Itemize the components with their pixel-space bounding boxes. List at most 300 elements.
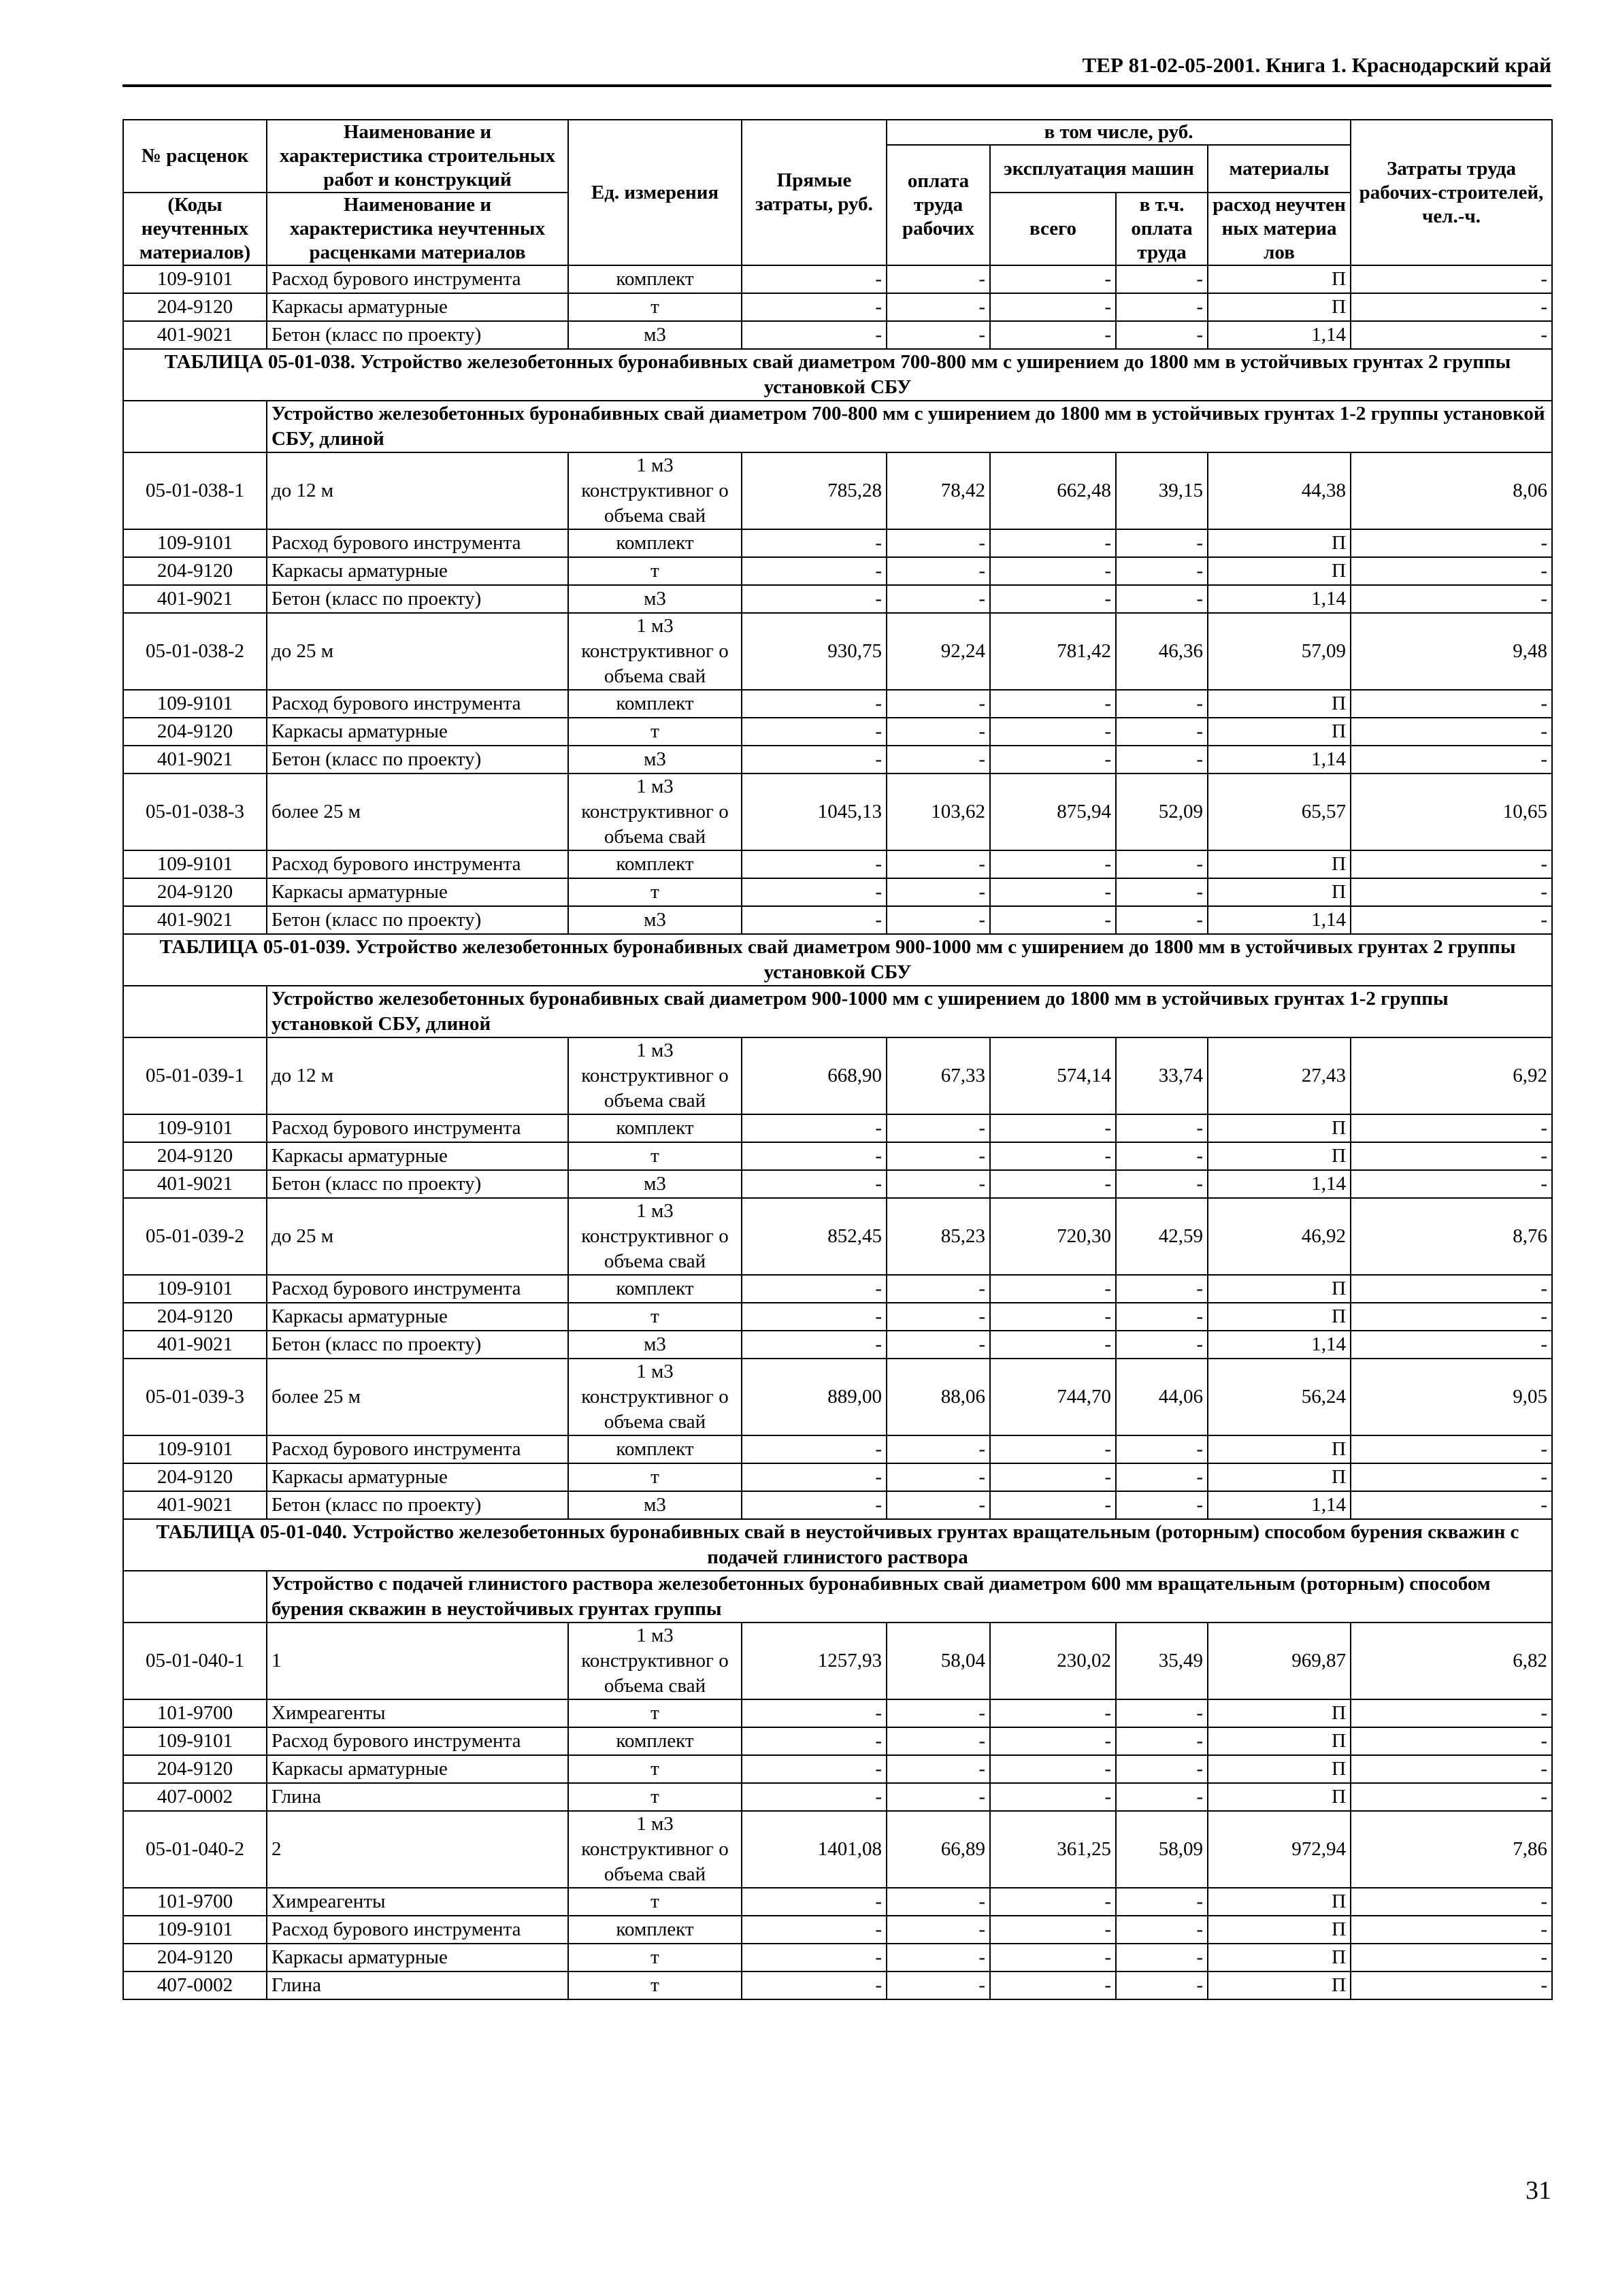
direct-cost-cell: - [742,293,887,321]
rate-row [123,1623,1552,1699]
machines-pay: 52,09 [1116,773,1208,850]
labor-cost: 10,65 [1351,773,1552,850]
machines-pay: 58,09 [1116,1811,1208,1888]
material-code: 401-9021 [123,1170,267,1198]
col-machines-total: всего [990,193,1116,265]
col-labor-pay: оплата труда рабочих [887,145,990,265]
material-code: 109-9101 [123,529,267,557]
rate-unit: 1 м3 конструктивног о объема свай [568,1037,742,1114]
material-unit: комплект [568,265,742,293]
labor-cost-cell: - [1351,850,1552,878]
labor-pay: 103,62 [887,773,990,850]
labor-pay-cell: - [887,850,990,878]
machines-total-cell: - [990,1491,1116,1519]
materials-cell: П [1208,1971,1351,1999]
labor-pay-cell: - [887,1275,990,1303]
direct-cost-cell: - [742,878,887,906]
table-title-row [123,349,1552,401]
material-unit: т [568,293,742,321]
labor-pay-cell: - [887,878,990,906]
machines-total-cell: - [990,1331,1116,1359]
labor-pay-cell: - [887,1783,990,1811]
material-row [123,1944,1552,1971]
machines-total-cell: - [990,1142,1116,1170]
material-name: Бетон (класс по проекту) [267,321,568,349]
labor-pay-cell: - [887,1435,990,1463]
col-labor-cost: Затраты труда рабочих-строителей, чел.-ч. [1351,120,1552,265]
material-code: 401-9021 [123,906,267,934]
machines-pay-cell: - [1116,1783,1208,1811]
direct-cost-cell: - [742,321,887,349]
machines-total-cell: - [990,1888,1116,1916]
labor-cost-cell: - [1351,1331,1552,1359]
material-name: Химреагенты [267,1699,568,1727]
materials-cell: П [1208,718,1351,746]
labor-cost-cell: - [1351,265,1552,293]
material-name: Бетон (класс по проекту) [267,906,568,934]
direct-cost-cell: - [742,1944,887,1971]
rate-name: до 25 м [267,1198,568,1275]
material-name: Расход бурового инструмента [267,850,568,878]
table-label: ТАБЛИЦА 05-01-038. [164,351,356,373]
direct-cost: 785,28 [742,452,887,529]
labor-cost-cell: - [1351,1142,1552,1170]
machines-pay-cell: - [1116,321,1208,349]
material-code: 109-9101 [123,1435,267,1463]
direct-cost-cell: - [742,1971,887,1999]
rate-code: 05-01-039-2 [123,1198,267,1275]
material-row [123,850,1552,878]
machines-pay-cell: - [1116,529,1208,557]
material-name: Расход бурового инструмента [267,1727,568,1755]
labor-cost-cell: - [1351,1944,1552,1971]
material-name: Расход бурового инструмента [267,690,568,718]
labor-pay: 66,89 [887,1811,990,1888]
table-title-text: Устройство железобетонных буронабивных свай диаметром 700-800 мм с уширением до 1800 мм в устойчивых грунтах 2 группы установкой СБУ [360,351,1511,398]
machines-total-cell: - [990,1727,1116,1755]
rate-row [123,1198,1552,1275]
machines-pay-cell: - [1116,585,1208,613]
direct-cost: 852,45 [742,1198,887,1275]
labor-cost-cell: - [1351,1435,1552,1463]
labor-cost-cell: - [1351,1303,1552,1331]
material-name: Расход бурового инструмента [267,265,568,293]
labor-pay-cell: - [887,1699,990,1727]
labor-cost-cell: - [1351,906,1552,934]
labor-cost-cell: - [1351,746,1552,773]
col-machines-pay: в т.ч. оплата труда [1116,193,1208,265]
machines-pay-cell: - [1116,1944,1208,1971]
material-unit: т [568,1142,742,1170]
labor-cost: 9,48 [1351,613,1552,690]
rate-unit: 1 м3 конструктивног о объема свай [568,773,742,850]
material-unit: комплект [568,1275,742,1303]
rate-unit: 1 м3 конструктивног о объема свай [568,1198,742,1275]
machines-pay-cell: - [1116,850,1208,878]
rate-name: до 12 м [267,452,568,529]
material-code: 204-9120 [123,1142,267,1170]
material-unit: комплект [568,1727,742,1755]
machines-pay-cell: - [1116,293,1208,321]
material-code: 101-9700 [123,1699,267,1727]
material-code: 407-0002 [123,1971,267,1999]
rate-row [123,773,1552,850]
direct-cost-cell: - [742,718,887,746]
direct-cost-cell: - [742,1114,887,1142]
machines-total-cell: - [990,529,1116,557]
machines-pay-cell: - [1116,265,1208,293]
material-name: Каркасы арматурные [267,1463,568,1491]
material-unit: комплект [568,1916,742,1944]
machines-pay: 42,59 [1116,1198,1208,1275]
machines-total-cell: - [990,1699,1116,1727]
materials-cell: П [1208,265,1351,293]
materials-cell: П [1208,690,1351,718]
material-code: 109-9101 [123,265,267,293]
material-code: 109-9101 [123,850,267,878]
header-row-1 [123,120,1552,145]
machines-total-cell: - [990,718,1116,746]
group-row [123,401,1552,452]
material-name: Расход бурового инструмента [267,1114,568,1142]
group-name: Устройство железобетонных буронабивных свай диаметром 700-800 мм с уширением до 1800 мм в устойчивых грунтах 1-2 группы установкой СБУ, длиной [267,401,1552,452]
machines-total-cell: - [990,1114,1116,1142]
rate-row [123,1359,1552,1435]
material-row [123,1888,1552,1916]
table-title-text: Устройство железобетонных буронабивных свай в неустойчивых грунтах вращательным (роторным) способом бурения скважин с подачей глинистого раствора [352,1521,1519,1568]
direct-cost-cell: - [742,1727,887,1755]
labor-pay-cell: - [887,906,990,934]
rate-name: более 25 м [267,773,568,850]
material-unit: м3 [568,321,742,349]
rate-unit: 1 м3 конструктивног о объема свай [568,452,742,529]
rate-unit: 1 м3 конструктивног о объема свай [568,1359,742,1435]
page-header: ТЕР 81-02-05-2001. Книга 1. Краснодарский край [1082,53,1551,77]
col-unit: Ед. измерения [568,120,742,265]
labor-cost: 6,92 [1351,1037,1552,1114]
direct-cost-cell: - [742,1463,887,1491]
material-name: Каркасы арматурные [267,718,568,746]
col-code-top: № расценок [123,120,267,193]
material-unit: т [568,1944,742,1971]
material-unit: т [568,1303,742,1331]
material-name: Глина [267,1971,568,1999]
labor-pay-cell: - [887,1727,990,1755]
labor-pay-cell: - [887,293,990,321]
material-row [123,1170,1552,1198]
header-rule [122,84,1551,87]
direct-cost-cell: - [742,1331,887,1359]
material-name: Бетон (класс по проекту) [267,1331,568,1359]
direct-cost-cell: - [742,1491,887,1519]
machines-pay-cell: - [1116,1331,1208,1359]
rate-row [123,452,1552,529]
direct-cost-cell: - [742,585,887,613]
material-name: Бетон (класс по проекту) [267,585,568,613]
labor-pay-cell: - [887,1944,990,1971]
labor-pay: 92,24 [887,613,990,690]
labor-cost-cell: - [1351,293,1552,321]
materials: 972,94 [1208,1811,1351,1888]
material-code: 109-9101 [123,690,267,718]
material-row [123,1783,1552,1811]
machines-total: 574,14 [990,1037,1116,1114]
machines-total-cell: - [990,293,1116,321]
material-code: 204-9120 [123,1463,267,1491]
materials-cell: 1,14 [1208,321,1351,349]
rate-unit: 1 м3 конструктивног о объема свай [568,1811,742,1888]
labor-cost-cell: - [1351,1463,1552,1491]
material-row [123,1331,1552,1359]
materials-cell: П [1208,1275,1351,1303]
labor-pay: 85,23 [887,1198,990,1275]
materials-cell: П [1208,1783,1351,1811]
material-row [123,1971,1552,1999]
direct-cost-cell: - [742,1170,887,1198]
material-unit: т [568,718,742,746]
material-unit: м3 [568,1331,742,1359]
labor-pay-cell: - [887,1755,990,1783]
machines-pay-cell: - [1116,1491,1208,1519]
machines-total-cell: - [990,1435,1116,1463]
material-unit: т [568,1755,742,1783]
labor-pay-cell: - [887,1331,990,1359]
table-title-text: Устройство железобетонных буронабивных свай диаметром 900-1000 мм с уширением до 1800 мм в устойчивых грунтах 2 группы установкой СБУ [355,936,1516,983]
materials-cell: 1,14 [1208,746,1351,773]
direct-cost: 1401,08 [742,1811,887,1888]
material-unit: т [568,1783,742,1811]
machines-total-cell: - [990,1916,1116,1944]
direct-cost-cell: - [742,850,887,878]
col-materials-unaccounted: расход неучтен ных материа лов [1208,193,1351,265]
materials-cell: П [1208,1142,1351,1170]
materials-cell: П [1208,557,1351,585]
material-code: 204-9120 [123,1755,267,1783]
table-title [123,1519,1552,1571]
material-unit: т [568,1971,742,1999]
col-materials: материалы [1208,145,1351,193]
group-code-empty [123,986,267,1037]
page-number: 31 [1526,2176,1551,2205]
labor-cost: 9,05 [1351,1359,1552,1435]
labor-pay-cell: - [887,529,990,557]
machines-total-cell: - [990,1783,1116,1811]
labor-cost-cell: - [1351,1114,1552,1142]
labor-cost: 7,86 [1351,1811,1552,1888]
labor-pay-cell: - [887,1142,990,1170]
direct-cost: 668,90 [742,1037,887,1114]
machines-pay-cell: - [1116,1888,1208,1916]
labor-pay-cell: - [887,746,990,773]
labor-cost-cell: - [1351,1491,1552,1519]
labor-cost-cell: - [1351,1916,1552,1944]
machines-pay-cell: - [1116,1727,1208,1755]
direct-cost-cell: - [742,690,887,718]
machines-total-cell: - [990,1755,1116,1783]
material-row [123,1114,1552,1142]
material-row [123,1463,1552,1491]
machines-total-cell: - [990,1971,1116,1999]
machines-pay: 35,49 [1116,1623,1208,1699]
rates-table-body [123,265,1552,1999]
material-unit: т [568,1463,742,1491]
labor-pay-cell: - [887,265,990,293]
material-row [123,746,1552,773]
material-row [123,585,1552,613]
materials-cell: П [1208,1463,1351,1491]
rate-code: 05-01-040-2 [123,1811,267,1888]
material-unit: м3 [568,585,742,613]
material-unit: комплект [568,690,742,718]
materials: 65,57 [1208,773,1351,850]
col-name-bottom: Наименование и характеристика неучтенных расценками материалов [267,193,568,265]
machines-pay-cell: - [1116,1275,1208,1303]
rate-row [123,613,1552,690]
machines-pay-cell: - [1116,878,1208,906]
material-code: 109-9101 [123,1916,267,1944]
labor-pay-cell: - [887,690,990,718]
machines-total: 744,70 [990,1359,1116,1435]
materials-cell: П [1208,1944,1351,1971]
rate-unit: 1 м3 конструктивног о объема свай [568,1623,742,1699]
materials-cell: П [1208,1435,1351,1463]
material-row [123,1435,1552,1463]
material-row [123,1142,1552,1170]
material-code: 401-9021 [123,746,267,773]
labor-cost-cell: - [1351,1275,1552,1303]
material-code: 109-9101 [123,1727,267,1755]
material-row [123,293,1552,321]
group-name: Устройство железобетонных буронабивных свай диаметром 900-1000 мм с уширением до 1800 мм в устойчивых грунтах 1-2 группы установкой СБУ, длиной [267,986,1552,1037]
rate-name: до 12 м [267,1037,568,1114]
material-name: Бетон (класс по проекту) [267,746,568,773]
table-label: ТАБЛИЦА 05-01-039. [159,936,350,958]
material-name: Каркасы арматурные [267,1142,568,1170]
direct-cost-cell: - [742,1275,887,1303]
material-name: Расход бурового инструмента [267,1916,568,1944]
material-name: Каркасы арматурные [267,1303,568,1331]
labor-pay-cell: - [887,718,990,746]
rate-code: 05-01-038-2 [123,613,267,690]
material-code: 204-9120 [123,557,267,585]
table-title [123,349,1552,401]
labor-cost-cell: - [1351,321,1552,349]
material-code: 204-9120 [123,1944,267,1971]
labor-cost: 6,82 [1351,1623,1552,1699]
machines-total-cell: - [990,878,1116,906]
material-row [123,265,1552,293]
material-row [123,878,1552,906]
machines-pay-cell: - [1116,1142,1208,1170]
material-name: Бетон (класс по проекту) [267,1491,568,1519]
group-row [123,1571,1552,1623]
materials-cell: П [1208,850,1351,878]
machines-pay-cell: - [1116,1463,1208,1491]
materials-cell: П [1208,1727,1351,1755]
material-row [123,1916,1552,1944]
labor-pay-cell: - [887,1170,990,1198]
material-name: Бетон (класс по проекту) [267,1170,568,1198]
machines-pay: 39,15 [1116,452,1208,529]
material-code: 101-9700 [123,1888,267,1916]
machines-total-cell: - [990,1944,1116,1971]
material-name: Каркасы арматурные [267,1944,568,1971]
labor-cost-cell: - [1351,1170,1552,1198]
material-unit: комплект [568,1435,742,1463]
material-row [123,1699,1552,1727]
material-name: Расход бурового инструмента [267,529,568,557]
material-name: Каркасы арматурные [267,293,568,321]
materials: 56,24 [1208,1359,1351,1435]
machines-total-cell: - [990,746,1116,773]
machines-total: 662,48 [990,452,1116,529]
direct-cost: 889,00 [742,1359,887,1435]
material-unit: комплект [568,1114,742,1142]
machines-total-cell: - [990,906,1116,934]
material-name: Каркасы арматурные [267,878,568,906]
machines-pay-cell: - [1116,557,1208,585]
labor-cost-cell: - [1351,557,1552,585]
material-row [123,1303,1552,1331]
rate-row [123,1037,1552,1114]
materials-cell: 1,14 [1208,585,1351,613]
labor-cost-cell: - [1351,1755,1552,1783]
col-code-bottom: (Коды неучтенных материалов) [123,193,267,265]
labor-cost-cell: - [1351,1699,1552,1727]
labor-pay: 58,04 [887,1623,990,1699]
rate-name: до 25 м [267,613,568,690]
material-code: 401-9021 [123,585,267,613]
machines-total: 230,02 [990,1623,1116,1699]
machines-total-cell: - [990,1170,1116,1198]
materials: 57,09 [1208,613,1351,690]
machines-pay: 44,06 [1116,1359,1208,1435]
material-code: 109-9101 [123,1275,267,1303]
material-name: Расход бурового инструмента [267,1275,568,1303]
material-code: 109-9101 [123,1114,267,1142]
labor-pay-cell: - [887,1463,990,1491]
materials-cell: 1,14 [1208,1331,1351,1359]
material-row [123,690,1552,718]
machines-pay-cell: - [1116,1699,1208,1727]
labor-cost-cell: - [1351,529,1552,557]
col-including: в том числе, руб. [887,120,1351,145]
table-title-row [123,934,1552,986]
labor-pay-cell: - [887,585,990,613]
direct-cost-cell: - [742,265,887,293]
direct-cost-cell: - [742,906,887,934]
machines-total-cell: - [990,585,1116,613]
material-unit: м3 [568,906,742,934]
machines-pay-cell: - [1116,1303,1208,1331]
materials-cell: П [1208,1888,1351,1916]
material-row [123,529,1552,557]
material-name: Глина [267,1783,568,1811]
material-code: 204-9120 [123,718,267,746]
materials-cell: 1,14 [1208,1170,1351,1198]
material-code: 407-0002 [123,1783,267,1811]
material-row [123,718,1552,746]
material-unit: м3 [568,1491,742,1519]
materials-cell: 1,14 [1208,1491,1351,1519]
materials-cell: П [1208,878,1351,906]
direct-cost-cell: - [742,1699,887,1727]
labor-cost-cell: - [1351,690,1552,718]
labor-pay-cell: - [887,1971,990,1999]
group-code-empty [123,1571,267,1623]
group-name: Устройство с подачей глинистого раствора железобетонных буронабивных свай диаметром 600 мм вращательным (роторным) способом бурения скважин в неустойчивых грунтах группы [267,1571,1552,1623]
machines-pay-cell: - [1116,1435,1208,1463]
